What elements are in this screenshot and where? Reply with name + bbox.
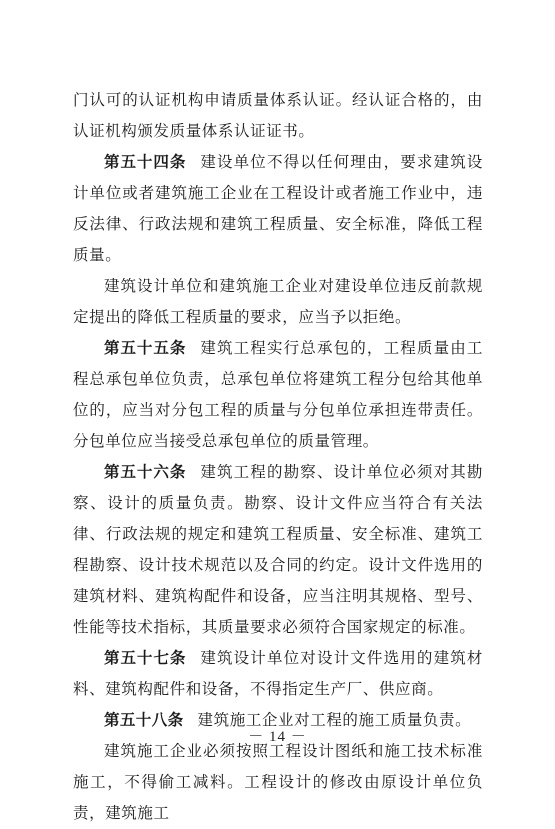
article-heading: 第五十四条 — [104, 153, 187, 171]
paragraph-text: 建筑设计单位和建筑施工企业对建设单位违反前款规定提出的降低工程质量的要求，应当予以拒绝。 — [73, 277, 483, 326]
article-heading: 第五十七条 — [104, 649, 187, 667]
document-body — [73, 85, 483, 829]
paragraph — [73, 271, 483, 333]
page-number: － 14 － — [248, 729, 307, 745]
paragraph-text: 建筑工程实行总承包的，工程质量由工程总承包单位负责，总承包单位将建筑工程分包给其他单位的，应当对分包工程的质量与分包单位承担连带责任。分包单位应当接受总承包单位的质量管理。 — [73, 339, 483, 450]
article-heading: 第五十五条 — [104, 339, 187, 357]
paragraph — [73, 333, 483, 457]
paragraph — [73, 457, 483, 643]
paragraph-text: 建筑工程的勘察、设计单位必须对其勘察、设计的质量负责。勘察、设计文件应当符合有关法律、行政法规的规定和建筑工程质量、安全标准、建筑工程勘察、设计技术规范以及合同的约定。设计文件选用的建筑材料、建筑构配件和设备，应当注明其规格、型号、性能等技术指标，其质量要求必须符合国家规定的标准。 — [73, 463, 483, 636]
paragraph — [73, 85, 483, 147]
paragraph-text: 建筑施工企业对工程的施工质量负责。 — [197, 711, 472, 729]
paragraph — [73, 736, 483, 829]
paragraph-text: 建筑设计单位对设计文件选用的建筑材料、建筑构配件和设备，不得指定生产厂、供应商。 — [73, 649, 483, 698]
paragraph — [73, 147, 483, 271]
article-heading: 第五十八条 — [104, 711, 184, 729]
article-heading: 第五十六条 — [104, 463, 187, 481]
paragraph — [73, 643, 483, 705]
paragraph-text: 门认可的认证机构申请质量体系认证。经认证合格的，由认证机构颁发质量体系认证证书。 — [73, 91, 483, 140]
paragraph-text: 建筑施工企业必须按照工程设计图纸和施工技术标准施工，不得偷工减料。工程设计的修改由原设计单位负责，建筑施工 — [73, 742, 483, 822]
paragraph-text: 建设单位不得以任何理由，要求建筑设计单位或者建筑施工企业在工程设计或者施工作业中，违反法律、行政法规和建筑工程质量、安全标准，降低工程质量。 — [73, 153, 483, 264]
